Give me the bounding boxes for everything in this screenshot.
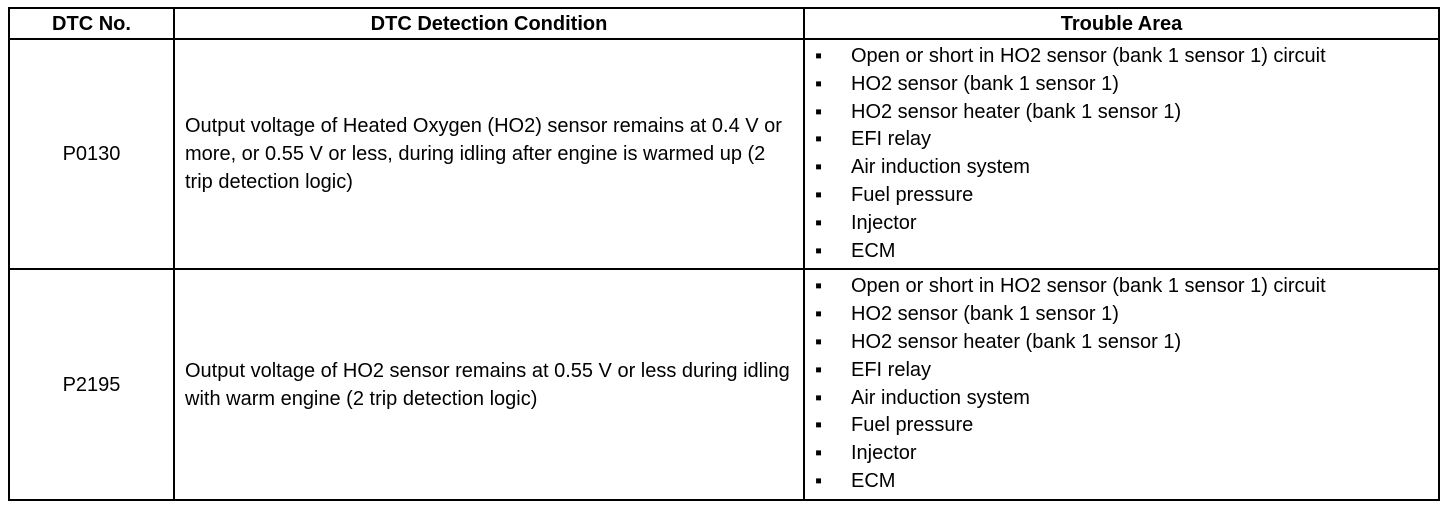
list-item (805, 300, 1438, 328)
list-item-label: Injector (851, 442, 917, 465)
detection-condition-cell: Output voltage of Heated Oxygen (HO2) sensor remains at 0.4 V or more, or 0.55 V or less, during idling after engine is warmed up (2 trip detection logic) (174, 39, 804, 269)
table-row (9, 39, 1439, 269)
list-item (805, 209, 1438, 237)
list-item (805, 98, 1438, 126)
header-trouble-area: Trouble Area (804, 8, 1439, 39)
bullet-icon: ▪ (815, 330, 823, 353)
list-item (805, 384, 1438, 412)
list-item-label: ECM (851, 469, 896, 492)
list-item-label: Fuel pressure (851, 414, 974, 437)
trouble-area-list (805, 42, 1438, 264)
bullet-icon: ▪ (815, 72, 823, 95)
bullet-icon: ▪ (815, 239, 823, 262)
list-item (805, 153, 1438, 181)
list-item-label: EFI relay (851, 128, 932, 151)
table-body (9, 39, 1439, 500)
bullet-icon: ▪ (815, 442, 823, 465)
trouble-area-cell (804, 269, 1439, 499)
list-item-label: HO2 sensor (bank 1 sensor 1) (851, 72, 1119, 95)
bullet-icon: ▪ (815, 414, 823, 437)
list-item (805, 439, 1438, 467)
trouble-area-list (805, 272, 1438, 494)
bullet-icon: ▪ (815, 211, 823, 234)
bullet-icon: ▪ (815, 358, 823, 381)
detection-condition-cell: Output voltage of HO2 sensor remains at 0.55 V or less during idling with warm engine (2 trip detection logic) (174, 269, 804, 499)
header-dtc-no: DTC No. (9, 8, 174, 39)
list-item (805, 70, 1438, 98)
list-item-label: ECM (851, 239, 896, 262)
list-item-label: EFI relay (851, 358, 932, 381)
list-item (805, 42, 1438, 70)
list-item-label: Air induction system (851, 156, 1030, 179)
list-item (805, 125, 1438, 153)
list-item-label: Air induction system (851, 386, 1030, 409)
list-item (805, 411, 1438, 439)
dtc-code-cell: P0130 (9, 39, 174, 269)
dtc-code-cell: P2195 (9, 269, 174, 499)
list-item (805, 181, 1438, 209)
list-item-label: Open or short in HO2 sensor (bank 1 sensor 1) circuit (851, 45, 1326, 67)
dtc-table (8, 7, 1440, 501)
bullet-icon: ▪ (815, 183, 823, 206)
bullet-icon: ▪ (815, 156, 823, 179)
bullet-icon: ▪ (815, 469, 823, 492)
trouble-area-cell (804, 39, 1439, 269)
table-row (9, 269, 1439, 499)
list-item-label: Fuel pressure (851, 183, 974, 206)
list-item-label: Open or short in HO2 sensor (bank 1 sensor 1) circuit (851, 275, 1326, 298)
bullet-icon: ▪ (815, 303, 823, 326)
bullet-icon: ▪ (815, 100, 823, 123)
list-item (805, 467, 1438, 495)
header-detection-condition: DTC Detection Condition (174, 8, 804, 39)
list-item (805, 237, 1438, 265)
bullet-icon: ▪ (815, 45, 823, 67)
list-item (805, 356, 1438, 384)
list-item (805, 272, 1438, 300)
list-item-label: HO2 sensor heater (bank 1 sensor 1) (851, 330, 1182, 353)
list-item-label: HO2 sensor (bank 1 sensor 1) (851, 303, 1119, 326)
table-header (9, 8, 1439, 39)
header-row (9, 8, 1439, 39)
list-item-label: HO2 sensor heater (bank 1 sensor 1) (851, 100, 1182, 123)
list-item-label: Injector (851, 211, 917, 234)
bullet-icon: ▪ (815, 386, 823, 409)
bullet-icon: ▪ (815, 275, 823, 298)
list-item (805, 328, 1438, 356)
bullet-icon: ▪ (815, 128, 823, 151)
